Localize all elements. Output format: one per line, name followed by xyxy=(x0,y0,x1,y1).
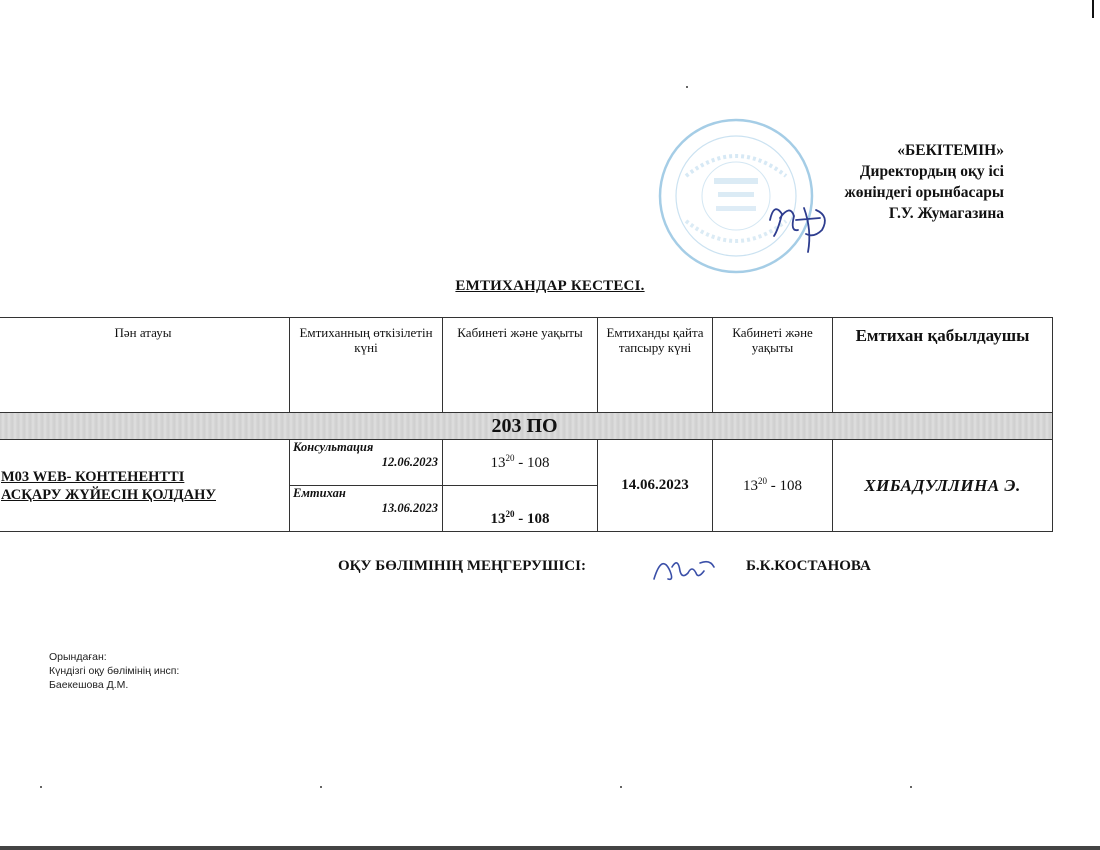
consultation-room-time: $13^{20} - 108$ xyxy=(443,440,598,486)
exam-cell xyxy=(290,486,443,532)
header-retake-date: Емтиханды қайта тапсыру күні xyxy=(598,318,713,413)
prepared-by-name: Баекешова Д.М. xyxy=(49,679,129,691)
group-name: 203 ПО xyxy=(0,413,1053,440)
approval-title: «БЕКІТЕМІН» xyxy=(897,142,1004,159)
consultation-label: Консультация xyxy=(293,440,374,454)
scan-speck xyxy=(686,86,688,88)
scan-edge-mark xyxy=(1092,0,1094,18)
department-head-signature-icon xyxy=(648,549,720,587)
consultation-date: 12.06.2023 xyxy=(381,455,438,469)
prepared-by-label: Орындаған: xyxy=(49,651,107,663)
exam-schedule-table xyxy=(0,317,1053,532)
exam-date: 13.06.2023 xyxy=(381,501,438,515)
consultation-cell xyxy=(290,440,443,486)
department-head-label: ОҚУ БӨЛІМІНІҢ МЕҢГЕРУШІСІ: xyxy=(338,558,586,574)
header-room-time: Кабинеті және уақыты xyxy=(443,318,598,413)
table-row xyxy=(0,440,1053,486)
header-exam-date: Емтиханның өткізілетін күні xyxy=(290,318,443,413)
examiner-name: ХИБАДУЛЛИНА Э. xyxy=(833,440,1053,532)
approval-name: Г.У. Жумагазина xyxy=(888,205,1004,222)
prepared-by-position: Күндізгі оқу бөлімінің инсп: xyxy=(49,665,180,677)
group-row xyxy=(0,413,1053,440)
exam-room-time: $13^{20} - 108$ xyxy=(443,486,598,532)
header-examiner: Емтихан қабылдаушы xyxy=(833,318,1053,413)
scan-speck xyxy=(620,786,622,788)
prepared-by-block xyxy=(49,650,179,692)
retake-date: 14.06.2023 xyxy=(598,440,713,532)
document-title: ЕМТИХАНДАР КЕСТЕСІ. xyxy=(455,278,645,294)
header-subject: Пән атауы xyxy=(0,318,290,413)
approval-position-line2: жөніндегі орынбасары xyxy=(844,184,1004,201)
exam-label: Емтихан xyxy=(293,486,346,500)
retake-room-time: $13^{20} - 108$ xyxy=(713,440,833,532)
scan-bottom-edge xyxy=(0,846,1100,850)
director-signature-icon xyxy=(760,190,840,260)
scan-speck xyxy=(40,786,42,788)
approval-position-line1: Директордың оқу ісі xyxy=(859,163,1004,180)
table-header-row xyxy=(0,318,1053,413)
header-retake-room-time: Кабинеті және уақыты xyxy=(713,318,833,413)
department-head-name: Б.К.КОСТАНОВА xyxy=(746,558,871,574)
subject-name: М03 WEB- КОНТЕНЕНТТІ АСҚАРУ ЖҮЙЕСІН ҚОЛДАНУ xyxy=(0,440,290,532)
scan-speck xyxy=(320,786,322,788)
scan-speck xyxy=(910,786,912,788)
